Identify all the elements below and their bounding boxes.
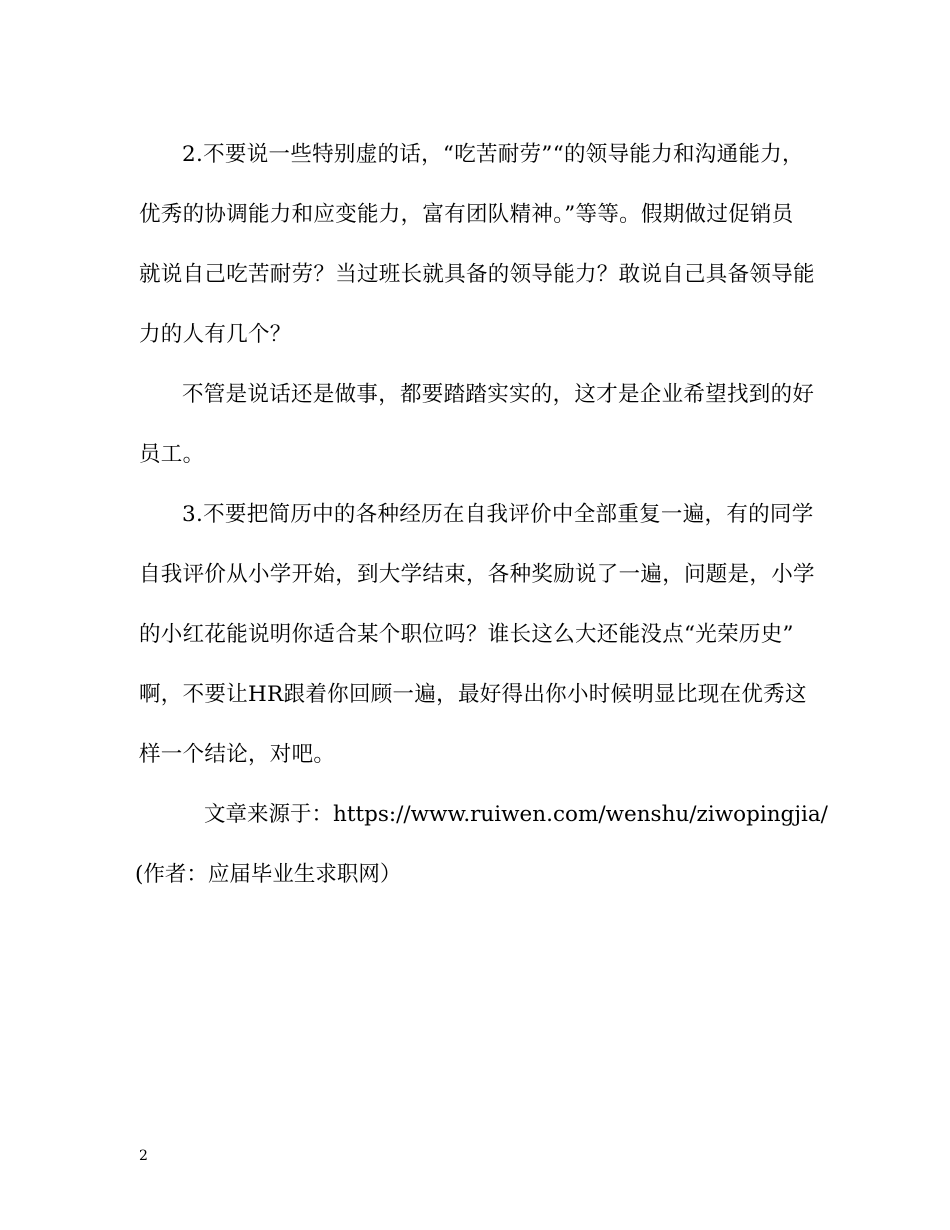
author-line: (作者：应届毕业生求职网）	[135, 862, 402, 887]
page-number: 2	[139, 1148, 148, 1164]
paragraph-line: 员工。	[139, 442, 205, 467]
paragraph-tip-3	[139, 485, 839, 785]
paragraph-line: 优秀的协调能力和应变能力，富有团队精神。”等等。假期做过促销员	[139, 202, 794, 227]
source-line: 文章来源于：https://www.ruiwen.com/wenshu/ziwopingjia/	[204, 802, 828, 827]
paragraph-line: 自我评价从小学开始，到大学结束，各种奖励说了一遍，问题是，小学	[139, 562, 815, 587]
paragraph-line: 不管是说话还是做事，都要踏踏实实的，这才是企业希望找到的好	[182, 382, 815, 407]
paragraph-line: 力的人有几个？	[139, 322, 292, 347]
paragraph-line: 样一个结论，对吧。	[139, 742, 336, 767]
document-body	[135, 125, 839, 905]
paragraph-line: 的小红花能说明你适合某个职位吗？谁长这么大还能没点“光荣历史”	[139, 622, 794, 647]
paragraph-line: 啊，不要让HR跟着你回顾一遍，最好得出你小时候明显比现在优秀这	[139, 682, 807, 707]
paragraph-line: 2.不要说一些特别虚的话，“吃苦耐劳”“的领导能力和沟通能力，	[182, 142, 804, 167]
paragraph-tip-2	[139, 125, 839, 365]
paragraph-line: 3.不要把简历中的各种经历在自我评价中全部重复一遍，有的同学	[182, 502, 814, 527]
paragraph-practical	[139, 365, 839, 485]
paragraph-line: 就说自己吃苦耐劳？当过班长就具备的领导能力？敢说自己具备领导能	[139, 262, 815, 287]
